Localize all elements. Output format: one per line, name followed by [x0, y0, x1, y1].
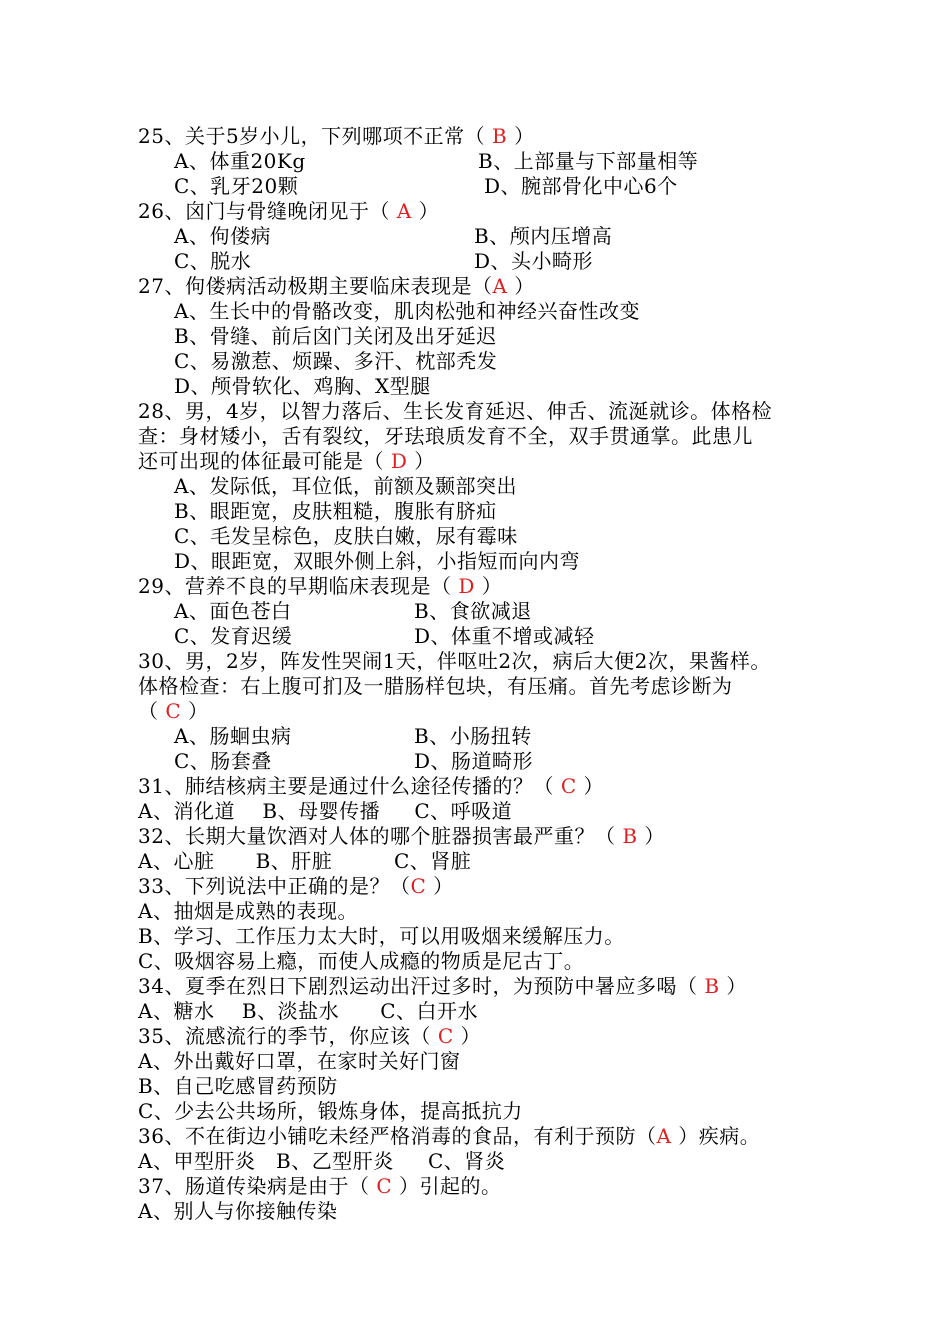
- question-text: 26、囟门与骨缝晚闭见于（: [138, 199, 397, 223]
- answer-mark: C: [560, 774, 577, 798]
- question-text-end: ）: [637, 824, 665, 848]
- question-27: [138, 274, 535, 299]
- option-b: B、自己吃感冒药预防: [138, 1074, 338, 1098]
- question-text: 34、夏季在烈日下剧烈运动出汗过多时，为预防中暑应多喝（: [138, 974, 705, 998]
- option-b: B、小肠扭转: [414, 724, 532, 748]
- answer-mark: C: [165, 699, 182, 723]
- option-c: C、毛发呈棕色，皮肤白嫩，尿有霉味: [174, 524, 518, 548]
- option-a: A、佝偻病: [174, 224, 271, 248]
- question-text-end: ）: [507, 274, 535, 298]
- question-34: [138, 974, 747, 999]
- question-text-end: ）: [407, 449, 435, 473]
- option-c: C、吸烟容易上瘾，而使人成瘾的物质是尼古丁。: [138, 949, 585, 973]
- answer-mark: C: [410, 874, 427, 898]
- option-c: C、发育迟缓: [174, 624, 293, 648]
- answer-mark: A: [396, 199, 412, 223]
- question-text-end: ）: [719, 974, 747, 998]
- question-text-end: ）: [507, 124, 535, 148]
- question-text: 37、肠道传染病是由于（: [138, 1174, 377, 1198]
- answer-mark: A: [492, 274, 508, 298]
- question-28-line-3: [138, 449, 435, 474]
- question-text: 31、肺结核病主要是通过什么途径传播的？（: [138, 774, 561, 798]
- answer-mark: A: [656, 1124, 672, 1148]
- question-text: 36、不在街边小铺吃未经严格消毒的食品，有利于预防（: [138, 1124, 657, 1148]
- question-37: [138, 1174, 501, 1199]
- option-d: D、体重不增或减轻: [414, 624, 595, 648]
- option-d: D、腕部骨化中心6个: [484, 174, 678, 198]
- question-35: [138, 1024, 481, 1049]
- question-31: [138, 774, 604, 799]
- option-d: D、颅骨软化、鸡胸、X型腿: [174, 374, 431, 398]
- option-b: B、食欲减退: [414, 599, 532, 623]
- question-text-end: ）: [453, 1024, 481, 1048]
- question-29: [138, 574, 502, 599]
- question-text: 25、关于5岁小儿，下列哪项不正常（: [138, 124, 493, 148]
- option-b: B、学习、工作压力太大时，可以用吸烟来缓解压力。: [138, 924, 625, 948]
- question-text: 33、下列说法中正确的是？（: [138, 874, 411, 898]
- question-text-end: ）: [181, 699, 209, 723]
- answer-mark: B: [492, 124, 508, 148]
- option-a: A、抽烟是成熟的表现。: [138, 899, 358, 923]
- option-d: D、眼距宽，双眼外侧上斜，小指短而向内弯: [174, 549, 581, 573]
- option-c: C、少去公共场所，锻炼身体，提高抵抗力: [138, 1099, 523, 1123]
- question-33: [138, 874, 454, 899]
- question-text-end: ）引起的。: [392, 1174, 502, 1198]
- question-text-end: ）: [474, 574, 503, 598]
- question-36: [138, 1124, 760, 1149]
- option-a: A、外出戴好口罩，在家时关好门窗: [138, 1049, 461, 1073]
- answer-mark: C: [376, 1174, 393, 1198]
- option-b: B、眼距宽，皮肤粗糙，腹胀有脐疝: [174, 499, 497, 523]
- option-a: A、肠蛔虫病: [174, 724, 292, 748]
- question-28-line-1: 28、男，4岁，以智力落后、生长发育延迟、伸舌、流涎就诊。体格检: [138, 399, 773, 423]
- option-b: B、上部量与下部量相等: [478, 149, 699, 173]
- option-a: A、生长中的骨骼改变，肌肉松弛和神经兴奋性改变: [174, 299, 640, 323]
- option-a: A、体重20Kg: [174, 149, 306, 173]
- question-30-line-1: 30、男，2岁，阵发性哭闹1天，伴呕吐2次，病后大便2次，果酱样。: [138, 649, 771, 673]
- answer-mark: D: [458, 574, 475, 598]
- option-d: D、头小畸形: [474, 249, 594, 273]
- option-a: A、别人与你接触传染: [138, 1199, 338, 1223]
- option-c: C、乳牙20颗: [174, 174, 299, 198]
- question-text-end: ）: [576, 774, 604, 798]
- question-text-end: ）: [411, 199, 440, 223]
- options-line: A、消化道 B、母婴传播 C、呼吸道: [138, 799, 513, 823]
- question-30-line-2: 体格检查：右上腹可扪及一腊肠样包块，有压痛。首先考虑诊断为: [138, 674, 733, 698]
- question-28-line-2: 查：身材矮小，舌有裂纹，牙珐琅质发育不全，双手贯通掌。此患儿: [138, 424, 753, 448]
- question-text: 27、佝偻病活动极期主要临床表现是（: [138, 274, 493, 298]
- option-b: B、骨缝、前后囟门关闭及出牙延迟: [174, 324, 497, 348]
- option-d: D、肠道畸形: [414, 749, 534, 773]
- options-line: A、心脏 B、肝脏 C、肾脏: [138, 849, 472, 873]
- option-c: C、易激惹、烦躁、多汗、枕部秃发: [174, 349, 498, 373]
- question-text-end: ）: [426, 874, 454, 898]
- question-text: 35、流感流行的季节，你应该（: [138, 1024, 438, 1048]
- question-text: 32、长期大量饮酒对人体的哪个脏器损害最严重？（: [138, 824, 623, 848]
- answer-mark: B: [622, 824, 638, 848]
- answer-mark: D: [390, 449, 408, 473]
- question-25: [138, 124, 535, 149]
- answer-mark: C: [437, 1024, 454, 1048]
- option-a: A、面色苍白: [174, 599, 292, 623]
- question-text-end: ）疾病。: [671, 1124, 761, 1148]
- option-c: C、肠套叠: [174, 749, 272, 773]
- question-text: （: [138, 699, 166, 723]
- answer-mark: B: [704, 974, 720, 998]
- option-a: A、发际低，耳位低，前额及颞部突出: [174, 474, 517, 498]
- question-30-line-3: [138, 699, 209, 724]
- question-32: [138, 824, 665, 849]
- question-text: 29、营养不良的早期临床表现是（: [138, 574, 459, 598]
- option-c: C、脱水: [174, 249, 252, 273]
- option-b: B、颅内压增高: [474, 224, 613, 248]
- question-26: [138, 199, 439, 224]
- options-line: A、糖水 B、淡盐水 C、白开水: [138, 999, 479, 1023]
- options-line: A、甲型肝炎 B、乙型肝炎 C、肾炎: [138, 1149, 506, 1173]
- question-text: 还可出现的体征最可能是（: [138, 449, 391, 473]
